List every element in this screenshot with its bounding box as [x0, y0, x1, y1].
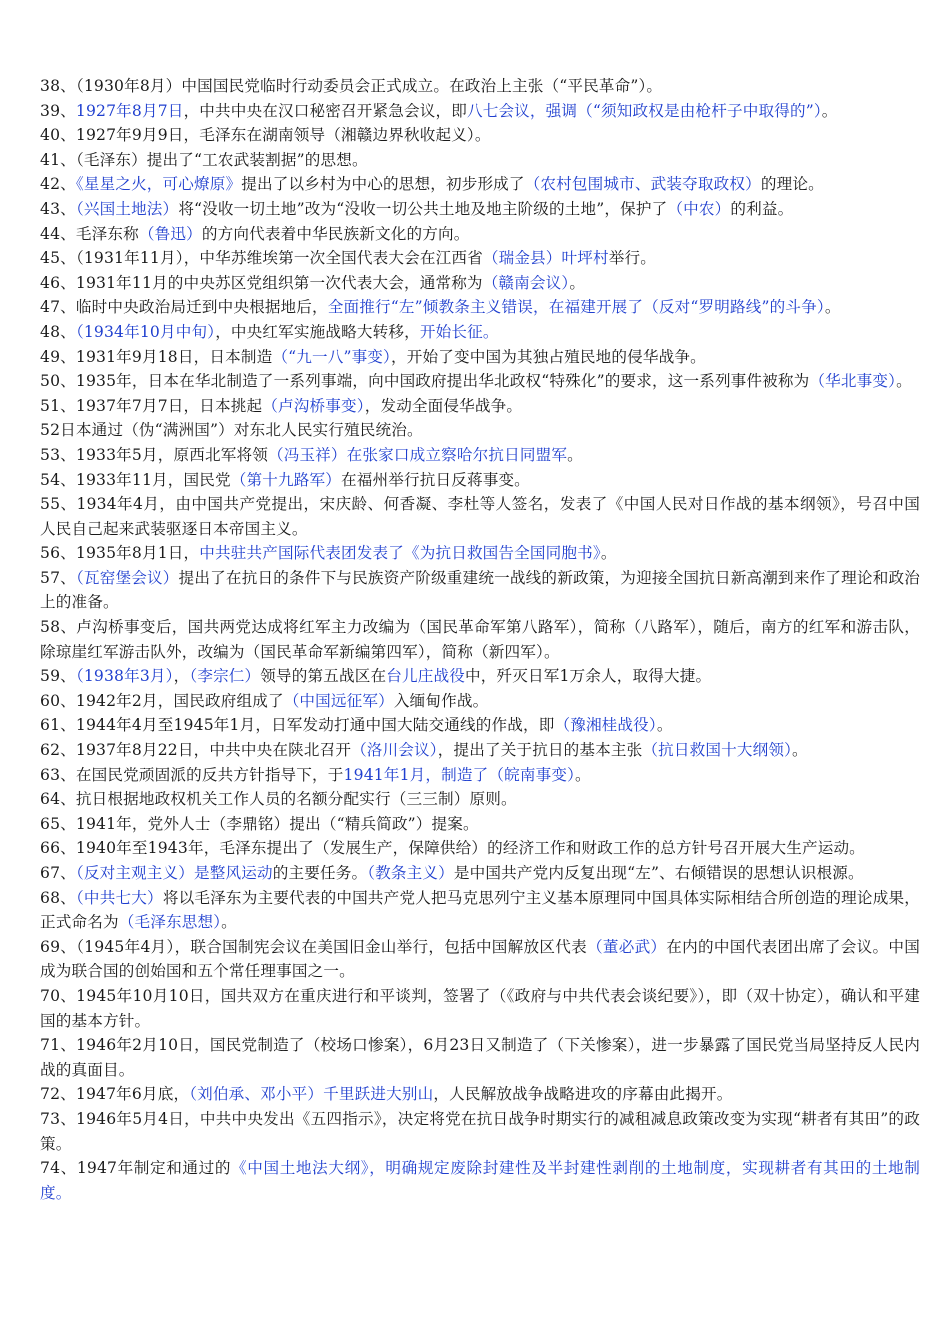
item-number: 67、: [40, 864, 76, 882]
item-number: 59、: [40, 667, 76, 686]
item-number: 61、: [40, 716, 76, 735]
item-number: 68、: [40, 888, 76, 907]
highlighted-text: 台儿庄战役: [386, 667, 465, 686]
body-text: 将“没收一切土地”改为“没收一切公共土地及地主阶级的土地”，保护了: [178, 199, 668, 218]
list-item: [40, 935, 920, 984]
body-text: 日本通过（伪“满洲国”）对东北人民实行殖民统治。: [60, 421, 423, 440]
list-item: [40, 320, 920, 345]
highlighted-text: （中共七大）: [75, 888, 163, 907]
list-item: [40, 197, 920, 222]
document-body: [40, 74, 920, 1205]
body-text: 。: [821, 101, 838, 120]
body-text: 。: [569, 273, 586, 292]
highlighted-text: （卢沟桥事变）: [262, 396, 365, 415]
highlighted-text: （赣南会议）: [482, 273, 570, 292]
highlighted-text: （华北事变）: [809, 372, 897, 391]
body-text: 1946年2月10日，国民党制造了（校场口惨案），6月23日又制造了（下关惨案），进一步暴露了国民党当局坚持反人民内战的真面目。: [40, 1036, 920, 1079]
body-text: 提出了在抗日的条件下与民族资产阶级重建统一战线的新政策，为迎接全国抗日新高潮到来作了理论和政治上的准备。: [40, 568, 920, 612]
body-text: 1946年5月4日，中共中央发出《五四指示》，决定将党在抗日战争时期实行的减租减息政策改变为实现“耕者有其田”的政策。: [40, 1109, 920, 1153]
body-text: 将以毛泽东为主要代表的中国共产党人把马克思列宁主义基本原理同中国具体实际相结合所创造的理论成果，正式命名为: [40, 888, 920, 932]
body-text: 提出了以乡村为中心的思想，初步形成了: [241, 175, 525, 194]
body-text: 1942年2月，国民政府组成了: [75, 691, 284, 710]
body-text: （1931年11月），中华苏维埃第一次全国代表大会在江西省: [75, 249, 483, 268]
item-number: 56、: [40, 544, 76, 563]
highlighted-text: （兴国土地法）: [75, 199, 179, 218]
body-text: 。: [656, 716, 673, 735]
list-item: [40, 369, 920, 394]
item-number: 63、: [40, 765, 76, 784]
item-number: 39、: [40, 101, 76, 120]
highlighted-text: 开始长征。: [419, 322, 499, 341]
body-text: 1934年4月，由中国共产党提出，宋庆龄、何香凝、李杜等人签名，发表了《中国人民对日作战的基本纲领》，号召中国人民自己起来武装驱逐日本帝国主义。: [40, 495, 920, 538]
highlighted-text: 1941年1月，制造了（皖南事变）: [343, 765, 576, 784]
highlighted-text: （瑞金县）叶坪村: [482, 249, 609, 268]
item-number: 43、: [40, 199, 76, 218]
body-text: 是中国共产党内反复出现“左”、右倾错误的思想认识根源。: [453, 864, 864, 882]
item-number: 48、: [40, 322, 76, 341]
highlighted-text: （1938年3月）: [75, 667, 174, 686]
highlighted-text: （中农）: [667, 199, 731, 218]
body-text: 1931年11月的中央苏区党组织第一次代表大会，通常称为: [75, 273, 483, 292]
body-text: 1945年10月10日，国共双方在重庆进行和平谈判，签署了（《政府与中共代表会谈纪要》），即（双十协定），确认和平建国的基本方针。: [40, 986, 920, 1030]
item-number: 51、: [40, 396, 76, 415]
list-item: [40, 1107, 920, 1156]
list-item: [40, 886, 920, 935]
list-item: [40, 246, 920, 271]
body-text: 。: [600, 544, 617, 563]
item-number: 60、: [40, 691, 76, 710]
body-text: 。: [824, 298, 841, 317]
highlighted-text: （瓦窑堡会议）: [75, 568, 179, 587]
body-text: 毛泽东称: [75, 224, 139, 243]
body-text: ，中央红军实施战略大转移，: [215, 322, 420, 341]
item-number: 45、: [40, 249, 76, 268]
item-number: 66、: [40, 839, 76, 858]
highlighted-text: （农村包围城市、武装夺取政权）: [524, 175, 761, 194]
item-number: 46、: [40, 273, 76, 292]
list-item: [40, 295, 920, 320]
list-item: [40, 418, 920, 443]
list-item: [40, 664, 920, 689]
body-text: 。: [575, 765, 591, 784]
highlighted-text: （刘伯承、邓小平）千里跃进大别山: [189, 1085, 434, 1104]
list-item: [40, 566, 920, 615]
body-text: 在福州举行抗日反蒋事变。: [341, 470, 530, 489]
item-number: 69、: [40, 937, 77, 956]
list-item: [40, 271, 920, 296]
body-text: 1931年9月18日，日本制造: [75, 347, 273, 366]
body-text: 临时中央政治局迁到中央根据地后，: [75, 298, 328, 317]
highlighted-text: （反对主观主义）是整风运动: [75, 864, 273, 882]
body-text: ，: [173, 667, 190, 686]
list-item: [40, 123, 920, 148]
body-text: 在内的中国代表团出席了会议。中国成为联合国的创始国和五个常任理事国之一。: [40, 937, 920, 981]
highlighted-text: （董必武）: [586, 937, 667, 956]
body-text: （毛泽东）提出了“工农武装割据”的思想。: [75, 150, 368, 169]
body-text: 的方向代表着中华民族新文化的方向。: [201, 224, 470, 243]
body-text: ，中共中央在汉口秘密召开紧急会议，即: [183, 101, 467, 120]
list-item: [40, 345, 920, 370]
body-text: 1947年制定和通过的: [76, 1159, 232, 1178]
list-item: [40, 74, 920, 99]
body-text: 1933年11月，国民党: [75, 470, 231, 489]
highlighted-text: （洛川会议）: [351, 741, 438, 760]
item-number: 55、: [40, 495, 77, 514]
body-text: 1935年，日本在华北制造了一系列事端，向中国政府提出华北政权“特殊化”的要求，这一系列事件被称为: [75, 372, 810, 391]
highlighted-text: 《星星之火，可心燎原》: [75, 175, 242, 194]
item-number: 58、: [40, 618, 77, 637]
highlighted-text: （冯玉祥）在张家口成立察哈尔抗日同盟军: [267, 445, 568, 464]
body-text: 入缅甸作战。: [393, 691, 489, 710]
body-text: 1935年8月1日，: [75, 544, 200, 563]
body-text: 1947年6月底，: [75, 1085, 190, 1104]
body-text: ，人民解放战争战略进攻的序幕由此揭开。: [433, 1085, 733, 1104]
list-item: [40, 738, 920, 763]
item-number: 73、: [40, 1109, 77, 1128]
body-text: 1940年至1943年，毛泽东提出了（发展生产，保障供给）的经济工作和财政工作的总方针号召开展大生产运动。: [75, 839, 865, 858]
highlighted-text: 1927年8月7日: [75, 101, 184, 120]
item-number: 64、: [40, 790, 76, 809]
body-text: 中，歼灭日军1万余人，取得大捷。: [464, 667, 712, 686]
item-number: 70、: [40, 986, 77, 1005]
list-item: [40, 222, 920, 247]
list-item: [40, 713, 920, 738]
list-item: [40, 1033, 920, 1082]
list-item: [40, 1082, 920, 1107]
item-number: 62、: [40, 741, 76, 760]
list-item: [40, 689, 920, 714]
body-text: 。: [221, 913, 237, 932]
highlighted-text: （中国远征军）: [283, 691, 394, 710]
highlighted-text: 全面推行“左”倾教条主义错误，在福建开展了（反对“罗明路线”的斗争）: [327, 298, 825, 317]
list-item: [40, 148, 920, 173]
item-number: 47、: [40, 298, 76, 317]
item-number: 57、: [40, 568, 76, 587]
item-number: 65、: [40, 814, 76, 833]
highlighted-text: （毛泽东思想）: [118, 913, 222, 932]
body-text: 的主要任务。: [272, 864, 368, 882]
highlighted-text: （抗日救国十大纲领）: [642, 741, 793, 760]
item-number: 71、: [40, 1036, 77, 1055]
list-item: [40, 861, 920, 886]
item-number: 54、: [40, 470, 76, 489]
list-item: [40, 984, 920, 1033]
item-number: 74、: [40, 1159, 77, 1178]
body-text: 1941年，党外人士（李鼎铭）提出（“精兵简政”）提案。: [75, 814, 479, 833]
item-number: 50、: [40, 372, 76, 391]
body-text: 抗日根据地政权机关工作人员的名额分配实行（三三制）原则。: [75, 790, 517, 809]
list-item: [40, 1156, 920, 1205]
body-text: 1944年4月至1945年1月，日军发动打通中国大陆交通线的作战，即: [75, 716, 555, 735]
item-number: 41、: [40, 150, 76, 169]
body-text: 。: [567, 445, 583, 464]
list-item: [40, 812, 920, 837]
body-text: 的理论。: [760, 175, 824, 194]
highlighted-text: （鲁迅）: [138, 224, 202, 243]
list-item: [40, 394, 920, 419]
body-text: 1933年5月，原西北军将领: [75, 445, 268, 464]
highlighted-text: （“九一八”事变）: [272, 347, 391, 366]
list-item: [40, 763, 920, 788]
item-number: 72、: [40, 1085, 76, 1104]
list-item: [40, 787, 920, 812]
highlighted-text: （1934年10月中旬）: [75, 322, 216, 341]
body-text: ，提出了关于抗日的基本主张: [437, 741, 643, 760]
list-item: [40, 836, 920, 861]
body-text: ，发动全面侵华战争。: [364, 396, 523, 415]
body-text: 卢沟桥事变后，国共两党达成将红军主力改编为（国民革命军第八路军），简称（八路军），随后，南方的红军和游击队，除琼崖红军游击队外，改编为（国民革命军新编第四军），简称（新四军）。: [40, 618, 920, 661]
list-item: [40, 615, 920, 664]
highlighted-text: 八七会议，强调（“须知政权是由枪杆子中取得的”）: [466, 101, 822, 120]
highlighted-text: 《中国土地法大纲》，明确规定废除封建性及半封建性剥削的土地制度，实现耕者有其田的土地制度。: [40, 1159, 920, 1202]
list-item: [40, 443, 920, 468]
highlighted-text: （豫湘桂战役）: [554, 716, 657, 735]
item-number: 49、: [40, 347, 76, 366]
body-text: （1945年4月），联合国制宪会议在美国旧金山举行，包括中国解放区代表: [76, 937, 587, 956]
body-text: 1937年7月7日，日本挑起: [75, 396, 263, 415]
body-text: 1927年9月9日，毛泽东在湖南领导（湘赣边界秋收起义）。: [75, 126, 491, 145]
highlighted-text: （第十九路军）: [230, 470, 341, 489]
list-item: [40, 172, 920, 197]
item-number: 44、: [40, 224, 76, 243]
body-text: 举行。: [608, 249, 657, 268]
body-text: （1930年8月）中国国民党临时行动委员会正式成立。在政治上主张（“平民革命”）。: [75, 77, 663, 95]
item-number: 38、: [40, 77, 76, 95]
item-number: 42、: [40, 175, 76, 194]
list-item: [40, 99, 920, 124]
list-item: [40, 468, 920, 493]
body-text: 在国民党顽固派的反共方针指导下，于: [75, 765, 344, 784]
item-number: 40、: [40, 126, 76, 145]
body-text: ，开始了变中国为其独占殖民地的侵华战争。: [391, 347, 706, 366]
body-text: 领导的第五战区在: [260, 667, 387, 686]
item-number: 52: [40, 421, 61, 440]
list-item: [40, 492, 920, 541]
body-text: 的利益。: [730, 199, 794, 218]
body-text: 。: [896, 372, 912, 391]
list-item: [40, 541, 920, 566]
highlighted-text: 中共驻共产国际代表团发表了《为抗日救国告全国同胞书》: [199, 544, 601, 563]
highlighted-text: （李宗仁）: [189, 667, 261, 686]
body-text: 1937年8月22日，中共中央在陕北召开: [75, 741, 352, 760]
body-text: 。: [792, 741, 808, 760]
item-number: 53、: [40, 445, 76, 464]
highlighted-text: （教条主义）: [367, 864, 454, 882]
